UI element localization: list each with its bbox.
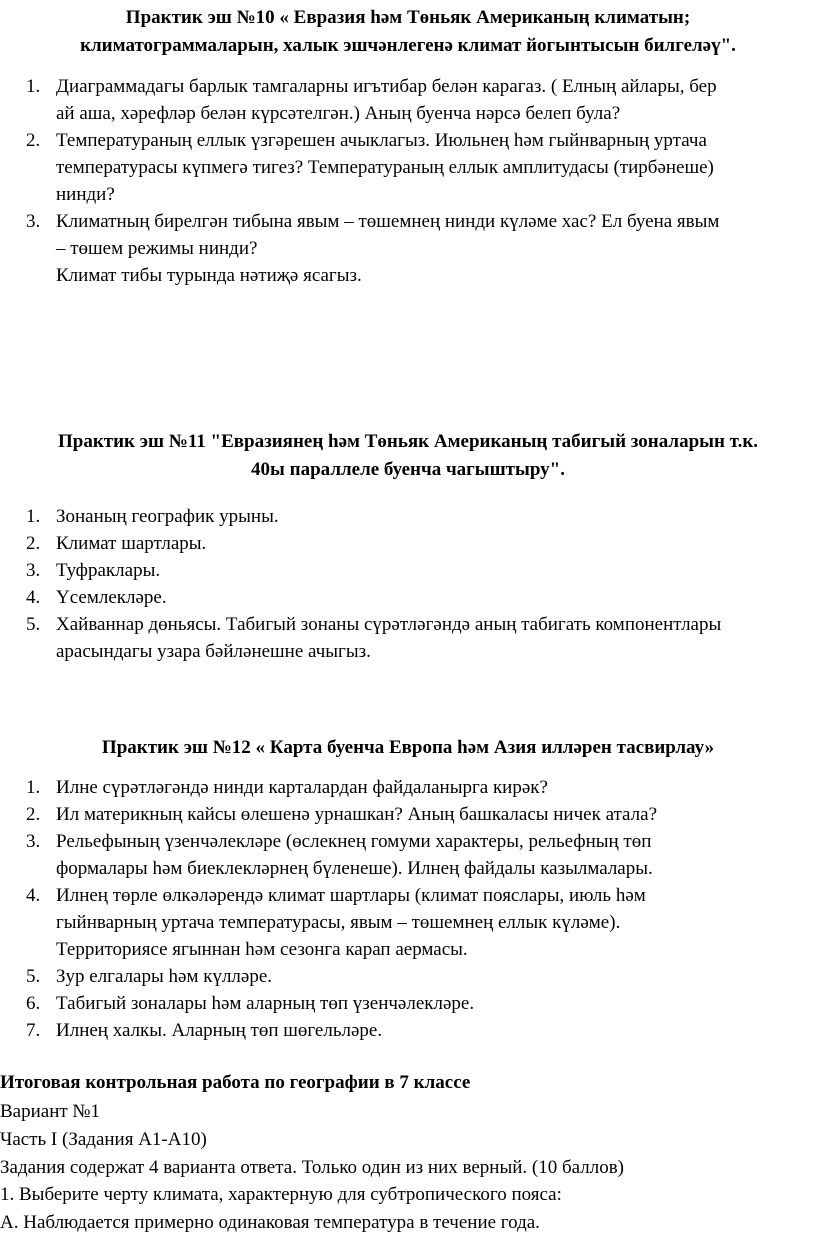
exam-question: 1. Выберите черту климата, характерную для субтропического пояса: <box>0 1184 562 1205</box>
section11-title-line: 40ы параллеле буенча чагыштыру". <box>251 459 565 480</box>
list-item-text: Температураның еллык үзгәрешен ачыклагыз. Июльнең һәм гыйнварның уртача <box>56 130 707 151</box>
exam-variant: Вариант №1 <box>0 1101 101 1122</box>
exam-heading: Итоговая контрольная работа по географии в 7 классе <box>0 1072 471 1093</box>
list-item-text: Рельефының үзенчәлекләре (өслекнең гомуми характеры, рельефның төп <box>56 831 652 852</box>
list-item <box>0 611 721 665</box>
list-item-text: арасындагы узара бәйләнешне ачыгыз. <box>56 641 371 662</box>
section12-title-line: Практик эш №12 « Карта буенча Европа һәм Азия илләрен тасвирлау» <box>101 737 715 758</box>
list-item-text: Климат тибы турында нәтиҗә ясагыз. <box>56 265 362 286</box>
list-item-text: Илнең төрле өлкәләрендә климат шартлары (климат пояслары, июль һәм <box>56 885 646 906</box>
list-item-text: Хайваннар дөньясы. Табигый зонаны сүрәтләгәндә аның табигать компонентлары <box>56 614 722 635</box>
section11-title <box>0 428 816 484</box>
list-item-text: Илне сүрәтләгәндә нинди карталардан файдаланырга кирәк? <box>56 777 548 798</box>
list-item <box>0 828 657 882</box>
list-item <box>0 503 721 530</box>
list-item-number: 4. <box>26 885 41 906</box>
list-item-number: 4. <box>26 587 41 608</box>
list-item-number: 5. <box>26 966 41 987</box>
list-item-number: 1. <box>26 506 41 527</box>
list-item <box>0 530 721 557</box>
list-item-number: 2. <box>26 804 41 825</box>
list-item-number: 3. <box>26 560 41 581</box>
section10-title-line: климатограммаларын, халык эшчәнлегенә климат йогынтысын билгеләү". <box>80 35 736 56</box>
exam-instruction: Задания содержат 4 варианта ответа. Только один из них верный. (10 баллов) <box>0 1157 624 1178</box>
list-item-number: 3. <box>26 831 41 852</box>
list-item-number: 6. <box>26 993 41 1014</box>
list-item-text: температурасы күпмегә тигез? Температураның еллык амплитудасы (тирбәнеше) <box>56 157 714 178</box>
list-item-text: Территориясе ягыннан һәм сезонга карап аермасы. <box>56 939 468 960</box>
list-item-text: Климат шартлары. <box>56 533 207 554</box>
list-item-text: Үсемлекләре. <box>56 587 167 608</box>
list-item <box>0 584 721 611</box>
list-item-text: Ил материкның кайсы өлешенә урнашкан? Аның башкаласы ничек атала? <box>56 804 657 825</box>
list-item-text: нинди? <box>56 184 115 205</box>
list-item-number: 5. <box>26 614 41 635</box>
list-item-text: Зур елгалары һәм күлләре. <box>56 966 273 987</box>
list-item-text: гыйнварның уртача температурасы, явым – төшемнең еллык күләме). <box>56 912 621 933</box>
list-item <box>0 557 721 584</box>
list-item <box>0 1017 657 1044</box>
section10-title <box>0 4 816 60</box>
list-item-number: 7. <box>26 1020 41 1041</box>
list-item-number: 3. <box>26 211 41 232</box>
section10-title-line: Практик эш №10 « Евразия һәм Төньяк Американың климатын; <box>125 7 691 28</box>
section10-list <box>0 73 719 289</box>
list-item <box>0 774 657 801</box>
list-item-text: Табигый зоналары һәм аларның төп үзенчәлекләре. <box>56 993 475 1014</box>
exam-part: Часть I (Задания А1-А10) <box>0 1129 207 1150</box>
list-item <box>0 990 657 1017</box>
list-item <box>0 963 657 990</box>
list-item-number: 1. <box>26 76 41 97</box>
section12-list <box>0 774 657 1044</box>
section11-list <box>0 503 721 665</box>
list-item <box>0 73 719 127</box>
list-item-text: – төшем режимы нинди? <box>56 238 258 259</box>
section11-title-line: Практик эш №11 "Евразиянең һәм Төньяк Американың табигый зоналарын т.к. <box>57 431 759 452</box>
list-item <box>0 801 657 828</box>
section12-title <box>0 734 816 762</box>
list-item-text: Туфраклары. <box>56 560 161 581</box>
list-item-text: Илнең халкы. Аларның төп шөгельләре. <box>56 1020 383 1041</box>
list-item-number: 2. <box>26 130 41 151</box>
exam-answer-option: А. Наблюдается примерно одинаковая температура в течение года. <box>0 1212 540 1233</box>
list-item-text: Климатның бирелгән тибына явым – төшемнең нинди күләме хас? Ел буена явым <box>56 211 720 232</box>
list-item <box>0 882 657 963</box>
list-item-text: формалары һәм биеклекләрнең бүленеше). Илнең файдалы казылмалары. <box>56 858 653 879</box>
list-item <box>0 208 719 289</box>
list-item-text: Диаграммадагы барлык тамгаларны игътибар белән карагаз. ( Елның айлары, бер <box>56 76 717 97</box>
list-item-text: ай аша, хәрефләр белән күрсәтелгән.) Аның буенча нәрсә белеп була? <box>56 103 621 124</box>
list-item-number: 1. <box>26 777 41 798</box>
list-item-number: 2. <box>26 533 41 554</box>
list-item <box>0 127 719 208</box>
list-item-text: Зонаның географик урыны. <box>56 506 279 527</box>
